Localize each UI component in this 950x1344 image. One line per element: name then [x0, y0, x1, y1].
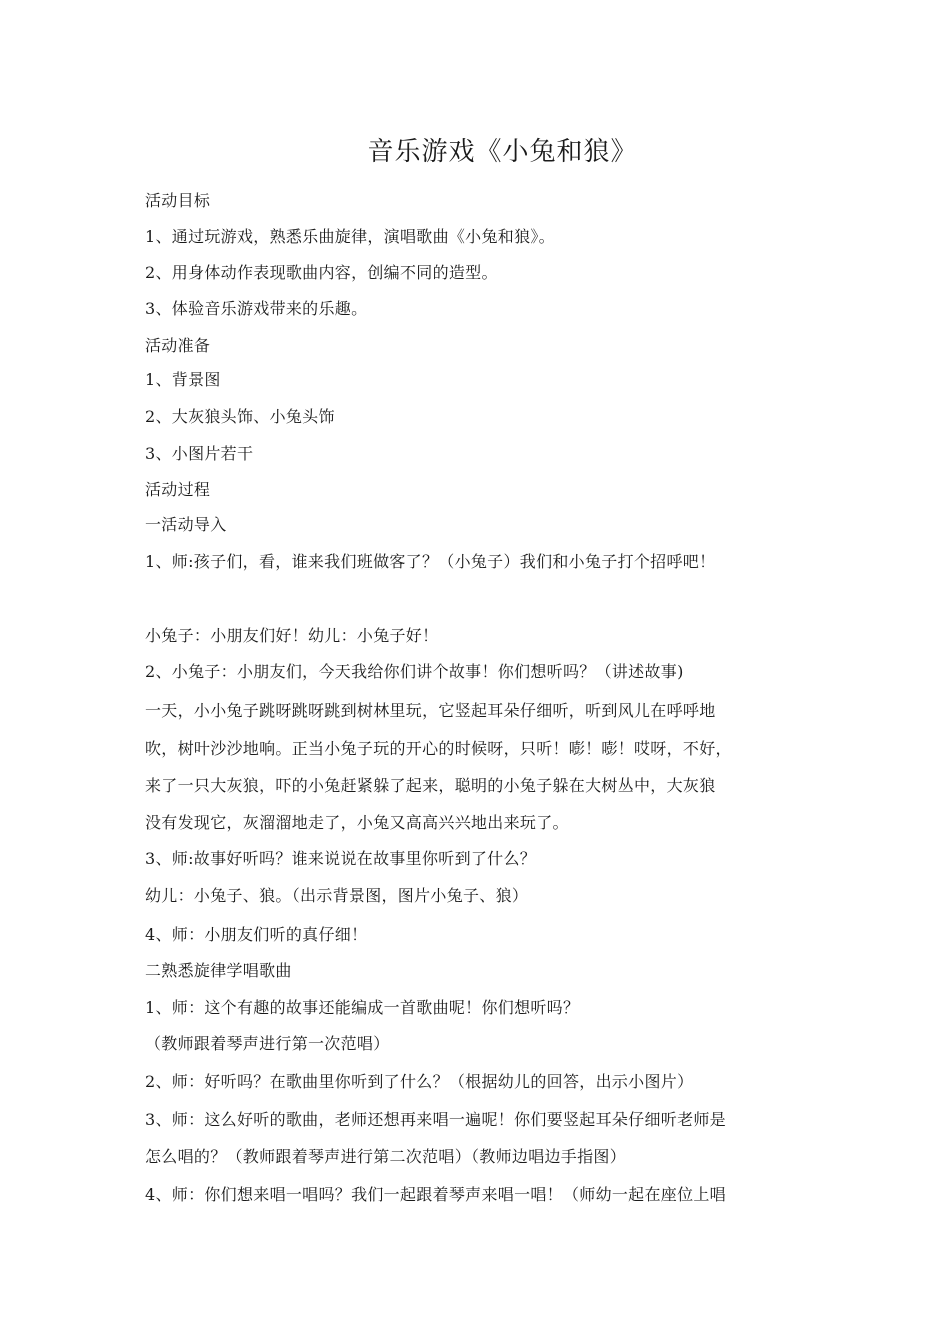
section-heading-preparation: 活动准备 — [145, 336, 211, 355]
text-line: （教师跟着琴声进行第一次范唱） — [145, 1034, 390, 1053]
text-line: 4、师：小朋友们听的真仔细！ — [145, 925, 368, 944]
document-title: 音乐游戏《小兔和狼》 — [367, 137, 638, 167]
text-line: 2、大灰狼头饰、小兔头饰 — [145, 407, 335, 426]
text-line: 来了一只大灰狼，吓的小兔赶紧躲了起来，聪明的小兔子躲在大树丛中，大灰狼 — [145, 776, 716, 795]
text-line: 小兔子：小朋友们好！幼儿：小兔子好！ — [145, 626, 439, 645]
text-line: 一天，小小兔子跳呀跳呀跳到树林里玩，它竖起耳朵仔细听，听到风儿在呼呼地 — [145, 701, 716, 720]
text-line: 没有发现它，灰溜溜地走了，小兔又高高兴兴地出来玩了。 — [145, 813, 569, 832]
text-line: 3、师:故事好听吗？谁来说说在故事里你听到了什么？ — [145, 849, 537, 868]
text-line: 3、师：这么好听的歌曲，老师还想再来唱一遍呢！你们要竖起耳朵仔细听老师是 — [145, 1110, 726, 1129]
subsection-heading: 一活动导入 — [145, 515, 227, 534]
text-line: 1、背景图 — [145, 370, 221, 389]
text-line: 吹，树叶沙沙地响。正当小兔子玩的开心的时候呀，只听！嘭！嘭！哎呀，不好， — [145, 739, 732, 758]
text-line: 怎么唱的？（教师跟着琴声进行第二次范唱）（教师边唱边手指图） — [145, 1147, 627, 1166]
text-line: 1、师：这个有趣的故事还能编成一首歌曲呢！你们想听吗？ — [145, 998, 580, 1017]
text-line: 4、师：你们想来唱一唱吗？我们一起跟着琴声来唱一唱！（师幼一起在座位上唱 — [145, 1185, 726, 1204]
section-heading-process: 活动过程 — [145, 480, 211, 499]
text-line: 1、师:孩子们，看，谁来我们班做客了？（小兔子）我们和小兔子打个招呼吧！ — [145, 552, 716, 571]
text-line: 2、小兔子：小朋友们，今天我给你们讲个故事！你们想听吗？（讲述故事) — [145, 662, 684, 681]
text-line: 3、体验音乐游戏带来的乐趣。 — [145, 299, 368, 318]
text-line: 2、用身体动作表现歌曲内容，创编不同的造型。 — [145, 263, 498, 282]
section-heading-goals: 活动目标 — [145, 191, 211, 210]
text-line: 1、通过玩游戏，熟悉乐曲旋律，演唱歌曲《小兔和狼》。 — [145, 227, 555, 246]
subsection-heading: 二熟悉旋律学唱歌曲 — [145, 961, 292, 980]
text-line: 2、师：好听吗？在歌曲里你听到了什么？（根据幼儿的回答，出示小图片） — [145, 1072, 694, 1091]
text-line: 幼儿：小兔子、狼。（出示背景图，图片小兔子、狼） — [145, 886, 529, 905]
text-line: 3、小图片若干 — [145, 444, 254, 463]
